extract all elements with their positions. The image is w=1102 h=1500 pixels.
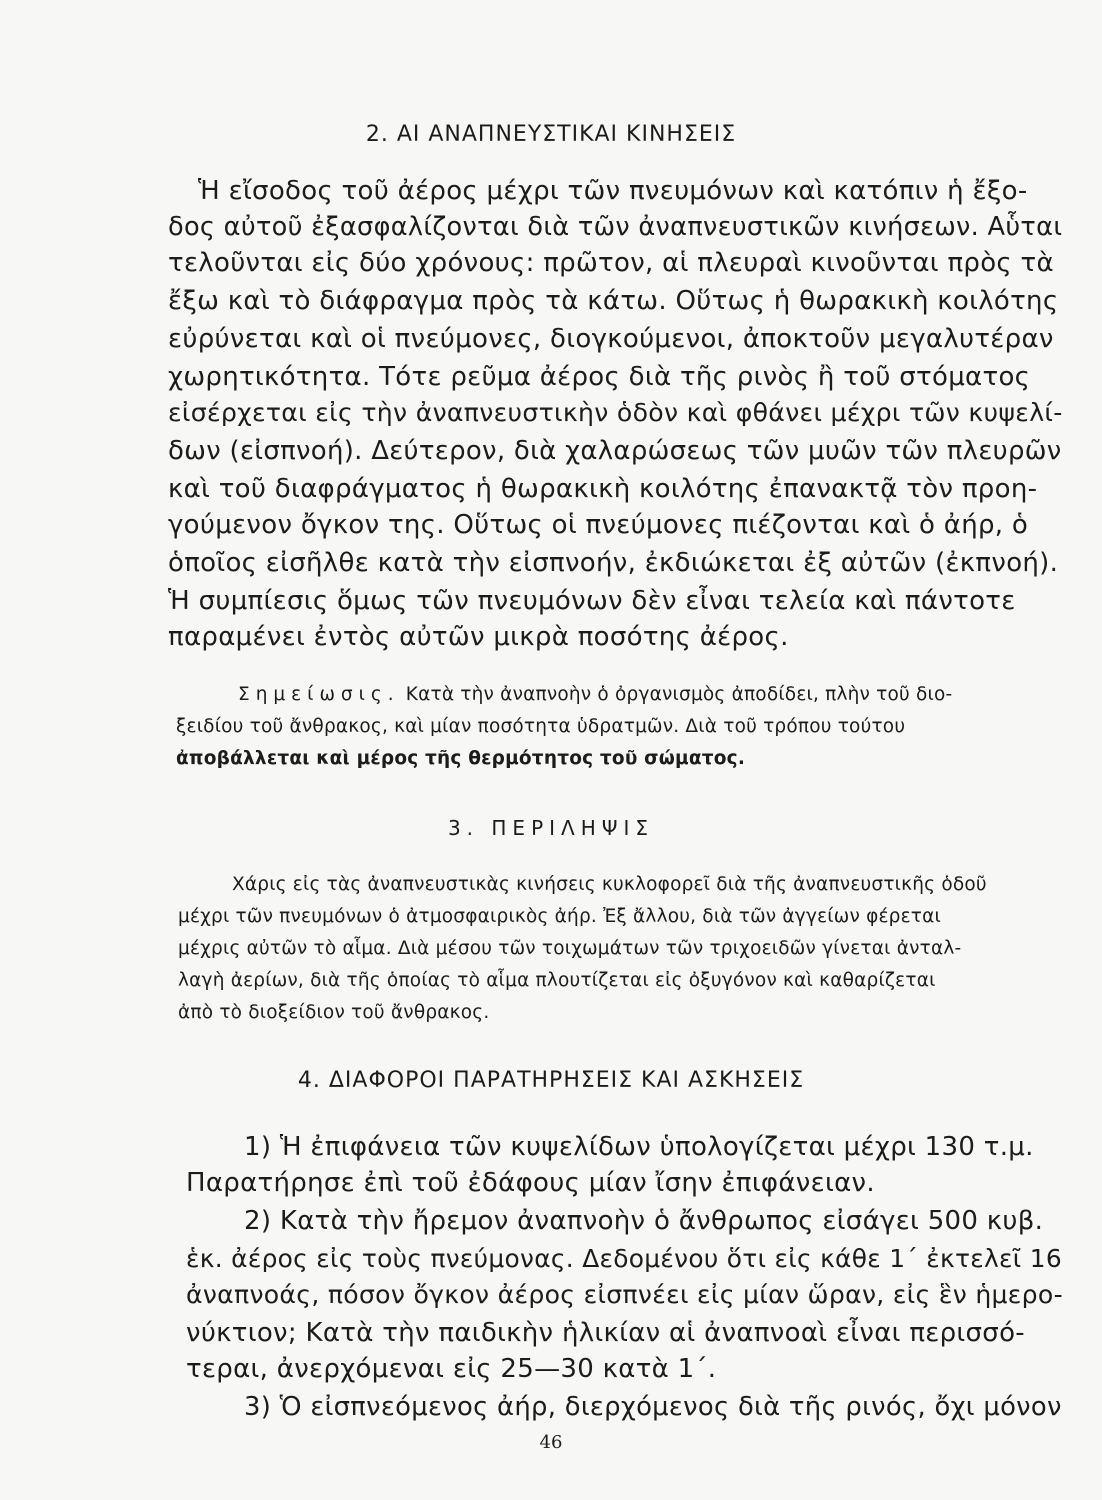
exercise-line: 1) Ἡ ἐπιφάνεια τῶν κυψελίδων ὑπολογίζεται μέχρι 130 τ.μ.: [244, 1132, 1034, 1162]
section-2-heading: 2. ΑΙ ΑΝΑΠΝΕΥΣΤΙΚΑΙ ΚΙΝΗΣΕΙΣ: [365, 122, 737, 147]
summary-line: ἀπὸ τὸ διοξείδιον τοῦ ἄνθρακος.: [178, 1002, 490, 1023]
exercise-line: 3) Ὁ εἰσπνεόμενος ἀήρ, διερχόμενος διὰ τῆς ρινός, ὄχι μόνον: [244, 1392, 1062, 1422]
exercise-line: ἑκ. ἀέρος εἰς τοὺς πνεύμονας. Δεδομένου ὅτι εἰς κάθε 1΄ ἐκτελεῖ 16: [186, 1244, 1062, 1273]
section-2-line: τελοῦνται εἰς δύο χρόνους: πρῶτον, αἱ πλευραὶ κινοῦνται πρὸς τὰ: [168, 248, 1054, 278]
section-2-line: ἔξω καὶ τὸ διάφραγμα πρὸς τὰ κάτω. Οὕτως ἡ θωρακικὴ κοιλότης: [168, 286, 1059, 316]
note-line: ἀποβάλλεται καὶ μέρος τῆς θερμότητος τοῦ σώματος.: [176, 748, 746, 769]
section-2-line: εὐρύνεται καὶ οἱ πνεύμονες, διογκούμενοι, ἀποκτοῦν μεγαλυτέραν: [168, 324, 1054, 354]
note-line: [238, 684, 952, 705]
exercise-line: Παρατήρησε ἐπὶ τοῦ ἐδάφους μίαν ἴσην ἐπιφάνειαν.: [186, 1168, 875, 1198]
summary-line: λαγὴ ἀερίων, διὰ τῆς ὁποίας τὸ αἷμα πλουτίζεται εἰς ὀξυγόνον καὶ καθαρίζεται: [178, 970, 936, 991]
note-line: ξειδίου τοῦ ἄνθρακος, καὶ μίαν ποσότητα ὑδρατμῶν. Διὰ τοῦ τρόπου τούτου: [176, 716, 906, 737]
exercise-line: τεραι, ἀνερχόμεναι εἰς 25—30 κατὰ 1΄.: [186, 1354, 717, 1384]
section-2-line: δος αὐτοῦ ἐξασφαλίζονται διὰ τῶν ἀναπνευστικῶν κινήσεων. Αὗται: [168, 212, 1063, 242]
summary-line: μέχρις αὐτῶν τὸ αἷμα. Διὰ μέσου τῶν τοιχωμάτων τῶν τριχοειδῶν γίνεται ἀνταλ-: [178, 938, 962, 959]
section-2-line: Ἡ συμπίεσις ὅμως τῶν πνευμόνων δὲν εἶναι τελεία καὶ πάντοτε: [168, 586, 1016, 616]
section-2-line: καὶ τοῦ διαφράγματος ἡ θωρακικὴ κοιλότης ἐπανακτᾷ τὸν προη-: [168, 474, 1038, 504]
note-label: Σημείωσις.: [238, 684, 400, 705]
section-4-heading: 4. ΔΙΑΦΟΡΟΙ ΠΑΡΑΤΗΡΗΣΕΙΣ ΚΑΙ ΑΣΚΗΣΕΙΣ: [297, 1068, 805, 1093]
exercise-line: ἀναπνοάς, πόσον ὄγκον ἀέρος εἰσπνέει εἰς μίαν ὥραν, εἰς ἓν ἡμερο-: [186, 1280, 1063, 1309]
section-2-line: χωρητικότητα. Τότε ρεῦμα ἀέρος διὰ τῆς ρινὸς ἢ τοῦ στόματος: [168, 362, 1031, 392]
summary-line: μέχρι τῶν πνευμόνων ὁ ἀτμοσφαιρικὸς ἀήρ. Ἐξ ἄλλου, διὰ τῶν ἀγγείων φέρεται: [178, 906, 942, 927]
section-2-line: ὁποῖος εἰσῆλθε κατὰ τὴν εἰσπνοήν, ἐκδιώκεται ἐξ αὐτῶν (ἐκπνοή).: [168, 548, 1059, 578]
exercise-line: νύκτιον; Κατὰ τὴν παιδικὴν ἡλικίαν αἱ ἀναπνοαὶ εἶναι περισσό-: [186, 1318, 1025, 1348]
page-number: 46: [539, 1432, 563, 1453]
summary-line: Χάρις εἰς τὰς ἀναπνευστικὰς κινήσεις κυκλοφορεῖ διὰ τῆς ἀναπνευστικῆς ὁδοῦ: [232, 874, 987, 895]
section-2-line: Ἡ εἴσοδος τοῦ ἀέρος μέχρι τῶν πνευμόνων καὶ κατόπιν ἡ ἔξο-: [198, 176, 1028, 206]
note-text: Κατὰ τὴν ἀναπνοὴν ὁ ὀργανισμὸς ἀποδίδει, πλὴν τοῦ διο-: [399, 684, 953, 705]
section-2-line: δων (εἰσπνοή). Δεύτερον, διὰ χαλαρώσεως τῶν μυῶν τῶν πλευρῶν: [168, 436, 1062, 466]
section-2-line: γούμενον ὄγκον της. Οὕτως οἱ πνεύμονες πιέζονται καὶ ὁ ἀήρ, ὁ: [168, 510, 1029, 540]
exercise-line: 2) Κατὰ τὴν ἤρεμον ἀναπνοὴν ὁ ἄνθρωπος εἰσάγει 500 κυβ.: [244, 1206, 1044, 1236]
section-2-line: παραμένει ἐντὸς αὐτῶν μικρὰ ποσότης ἀέρος.: [168, 622, 789, 652]
section-3-heading: 3. ΠΕΡΙΛΗΨΙΣ: [447, 816, 655, 840]
section-2-line: εἰσέρχεται εἰς τὴν ἀναπνευστικὴν ὁδὸν καὶ φθάνει μέχρι τῶν κυψελί-: [168, 398, 1063, 427]
